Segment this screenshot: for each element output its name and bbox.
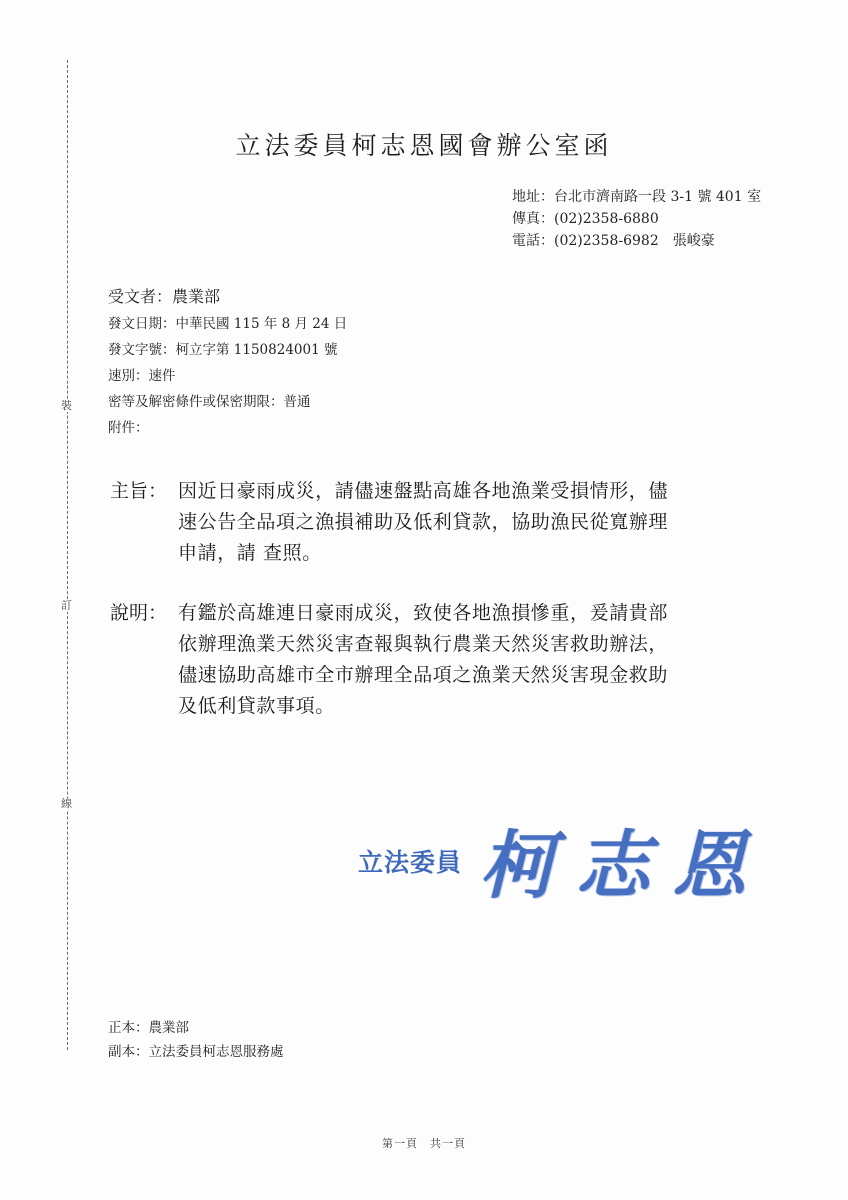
binding-mark-ding: 訂 [61,599,72,612]
secrecy-level: 密等及解密條件或保密期限：普通 [108,394,311,410]
binding-mark-xian: 線 [61,797,72,810]
explanation-line: 儘速協助高雄市全市辦理全品項之漁業天然災害現金救助 [178,664,669,686]
explanation-line: 有鑑於高雄連日豪雨成災，致使各地漁損慘重，爰請貴部 [178,602,669,624]
explanation-label: 說明： [110,602,168,624]
explanation-line: 及低利貸款事項。 [178,695,335,717]
stamp-title: 立法委員 [358,848,463,877]
stamp-name: 柯志恩 [480,823,768,909]
document-title: 立法委員柯志恩國會辦公室函 [235,131,613,160]
contact-phone: 電話：(02)2358-6982 張峻豪 [512,233,715,249]
copy-recipient: 副本：立法委員柯志恩服務處 [108,1044,284,1060]
document-number: 發文字號：柯立字第 1150824001 號 [108,342,338,358]
binding-line [67,60,68,1050]
distribution-block [108,1016,284,1064]
original-recipient: 正本：農業部 [108,1020,189,1036]
meta-block [108,283,347,441]
issue-date: 發文日期：中華民國 115 年 8 月 24 日 [108,316,348,332]
contact-block [512,186,761,252]
page-number: 第一頁 共一頁 [382,1137,466,1150]
official-seal-stamp [350,805,770,925]
recipient: 受文者：農業部 [108,287,221,306]
subject-line: 因近日豪雨成災，請儘速盤點高雄各地漁業受損情形，儘 [178,480,669,502]
explanation-body [178,598,758,722]
subject-label: 主旨： [110,480,168,502]
explanation-line: 依辦理漁業天然災害查報與執行農業天然災害救助辦法， [178,633,669,655]
attachment: 附件： [108,420,149,436]
binding-mark-zhuang: 裝 [61,399,72,412]
subject-line: 速公告全品項之漁損補助及低利貸款，協助漁民從寬辦理 [178,511,669,533]
subject-body [178,476,758,569]
contact-address: 地址：台北市濟南路一段 3-1 號 401 室 [512,189,762,205]
speed-class: 速別：速件 [108,368,176,384]
subject-line: 申請，請 查照。 [178,542,322,564]
contact-fax: 傳真：(02)2358-6880 [512,211,659,227]
